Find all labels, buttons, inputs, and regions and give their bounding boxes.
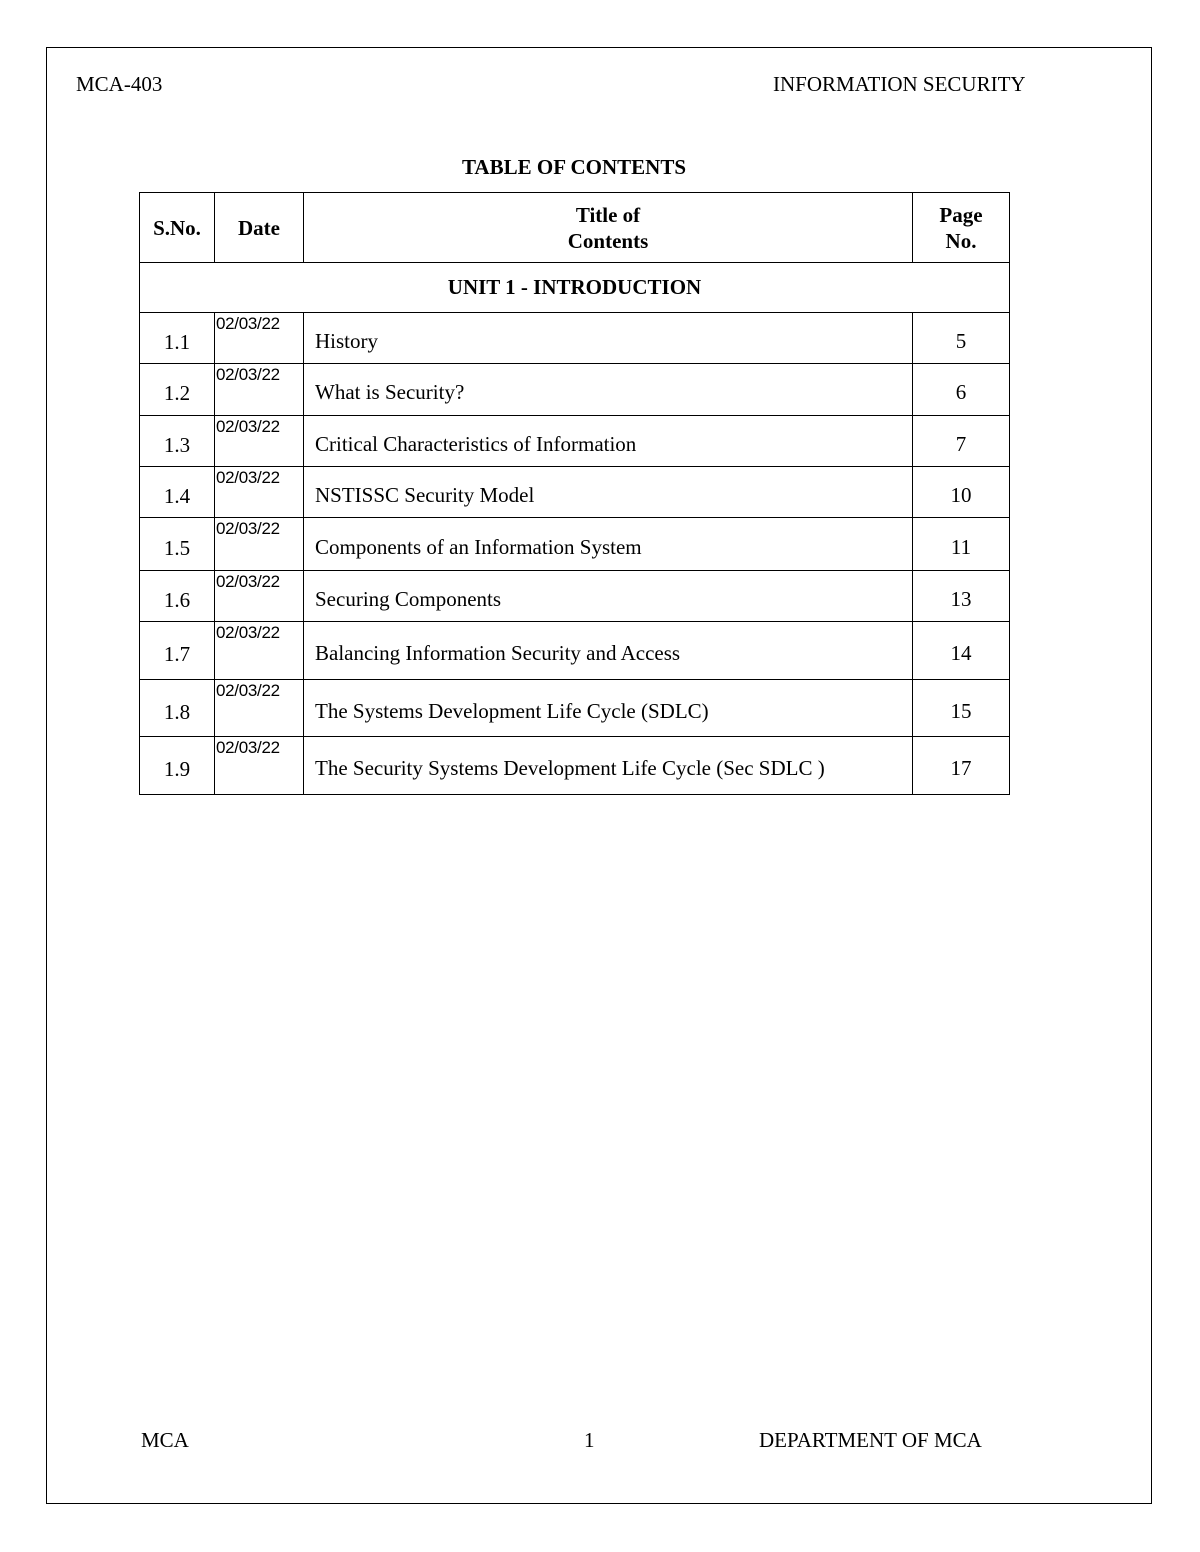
- row-sno: 1.5: [140, 518, 215, 571]
- toc-row: [140, 313, 1010, 364]
- toc-row: [140, 622, 1010, 680]
- row-title: What is Security?: [304, 364, 913, 416]
- col-header-title: [304, 193, 913, 263]
- col-header-title-line1: Title of: [575, 202, 641, 227]
- toc-row: [140, 680, 1010, 737]
- unit-heading-row: [140, 263, 1010, 313]
- row-page: 7: [913, 416, 1010, 467]
- row-date-text: 02/03/22: [216, 681, 280, 700]
- col-header-title-line2: Contents: [567, 228, 649, 253]
- col-header-page-line2: No.: [945, 228, 977, 253]
- row-title: History: [304, 313, 913, 364]
- row-title: Balancing Information Security and Access: [304, 622, 913, 680]
- header-subject: INFORMATION SECURITY: [773, 72, 1026, 96]
- row-title: NSTISSC Security Model: [304, 467, 913, 518]
- row-page: 17: [913, 737, 1010, 795]
- header-course-code: MCA-403: [76, 72, 163, 96]
- toc-row: [140, 518, 1010, 571]
- row-page: 14: [913, 622, 1010, 680]
- row-date: [215, 364, 304, 416]
- row-date: [215, 737, 304, 795]
- row-sno: 1.8: [140, 680, 215, 737]
- toc-table: [139, 192, 1010, 795]
- row-page: 13: [913, 571, 1010, 622]
- row-page: 15: [913, 680, 1010, 737]
- row-date-text: 02/03/22: [216, 314, 280, 333]
- toc-title: TABLE OF CONTENTS: [461, 155, 687, 179]
- row-page: 11: [913, 518, 1010, 571]
- toc-row: [140, 416, 1010, 467]
- row-date: [215, 571, 304, 622]
- row-page: 10: [913, 467, 1010, 518]
- row-date: [215, 518, 304, 571]
- row-date-text: 02/03/22: [216, 519, 280, 538]
- col-header-page: [913, 193, 1010, 263]
- row-title: Critical Characteristics of Information: [304, 416, 913, 467]
- toc-rows: [140, 313, 1010, 795]
- row-title: The Systems Development Life Cycle (SDLC): [304, 680, 913, 737]
- row-date: [215, 680, 304, 737]
- toc-header-row: [140, 193, 1010, 263]
- unit-heading: UNIT 1 - INTRODUCTION: [140, 263, 1010, 313]
- row-sno: 1.7: [140, 622, 215, 680]
- row-sno: 1.1: [140, 313, 215, 364]
- row-sno: 1.9: [140, 737, 215, 795]
- col-header-sno: S.No.: [140, 193, 215, 263]
- row-title: The Security Systems Development Life Cycle (Sec SDLC ): [304, 737, 913, 795]
- footer-page-number: 1: [584, 1428, 595, 1452]
- row-date: [215, 467, 304, 518]
- row-date: [215, 313, 304, 364]
- toc-row: [140, 467, 1010, 518]
- row-page: 6: [913, 364, 1010, 416]
- row-sno: 1.2: [140, 364, 215, 416]
- row-date-text: 02/03/22: [216, 738, 280, 757]
- col-header-date: Date: [215, 193, 304, 263]
- toc-row: [140, 737, 1010, 795]
- toc-row: [140, 571, 1010, 622]
- row-date-text: 02/03/22: [216, 572, 280, 591]
- row-sno: 1.3: [140, 416, 215, 467]
- row-date: [215, 416, 304, 467]
- row-title: Securing Components: [304, 571, 913, 622]
- row-sno: 1.6: [140, 571, 215, 622]
- row-date: [215, 622, 304, 680]
- row-date-text: 02/03/22: [216, 468, 280, 487]
- row-date-text: 02/03/22: [216, 417, 280, 436]
- footer-left: MCA: [141, 1428, 189, 1452]
- toc-row: [140, 364, 1010, 416]
- col-header-page-line1: Page: [939, 202, 983, 227]
- row-date-text: 02/03/22: [216, 623, 280, 642]
- row-page: 5: [913, 313, 1010, 364]
- footer-department: DEPARTMENT OF MCA: [759, 1428, 982, 1452]
- row-sno: 1.4: [140, 467, 215, 518]
- row-title: Components of an Information System: [304, 518, 913, 571]
- row-date-text: 02/03/22: [216, 365, 280, 384]
